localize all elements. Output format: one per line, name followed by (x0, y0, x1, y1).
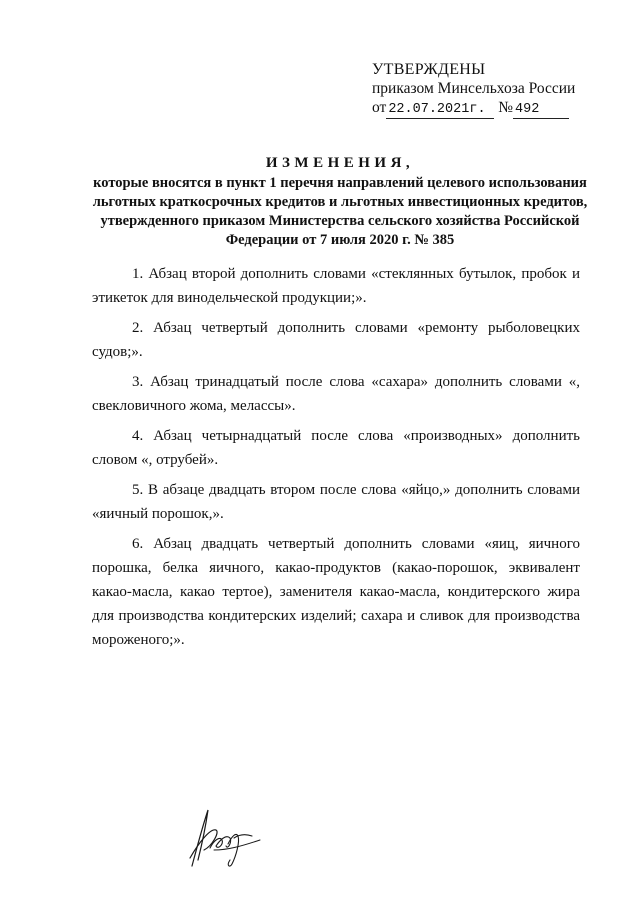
date-prefix: от (372, 99, 387, 116)
number-prefix: № (498, 99, 513, 116)
paragraph-6: 6. Абзац двадцать четвертый дополнить словами «яиц, яичного порошка, белка яичного, какао-продуктов (какао-порошок, эквивалент какао-масла, какао тертое), заменителя какао-масла, кондитерского жира для производства кондитерских изделий; сахара и сливок для производства мороженого;». (92, 536, 580, 648)
heading-title: ИЗМЕНЕНИЯ, (265, 155, 415, 171)
approval-by-line: приказом Минсельхоза России (372, 80, 576, 97)
paragraph-4: 4. Абзац четырнадцатый после слова «производных» дополнить словом «, отрубей». (92, 428, 580, 468)
paragraph-1: 1. Абзац второй дополнить словами «стеклянных бутылок, пробок и этикеток для винодельческой продукции;». (92, 266, 580, 306)
order-number: 492 (513, 102, 569, 119)
approval-title: УТВЕРЖДЕНЫ (372, 61, 486, 78)
approval-block (372, 60, 612, 119)
document-body (92, 262, 580, 658)
handwritten-signature (176, 806, 266, 870)
order-date: 22.07.2021г. (386, 102, 494, 119)
approval-date-line (372, 98, 612, 119)
signature-icon (176, 806, 266, 870)
heading-subtitle: которые вносятся в пункт 1 перечня направлений целевого использования льготных краткосрочных кредитов и льготных инвестиционных кредитов, утвержденного приказом Министерства сельского хозяйства Российской Федерации от 7 июля 2020 г. № 385 (92, 175, 588, 248)
paragraph-3: 3. Абзац тринадцатый после слова «сахара» дополнить словами «, свекловичного жома, мелассы». (92, 374, 580, 414)
paragraph-5: 5. В абзаце двадцать втором после слова «яйцо,» дополнить словами «яичный порошок,». (92, 482, 580, 522)
paragraph-2: 2. Абзац четвертый дополнить словами «ремонту рыболовецких судов;». (92, 320, 580, 360)
document-heading (80, 154, 600, 250)
